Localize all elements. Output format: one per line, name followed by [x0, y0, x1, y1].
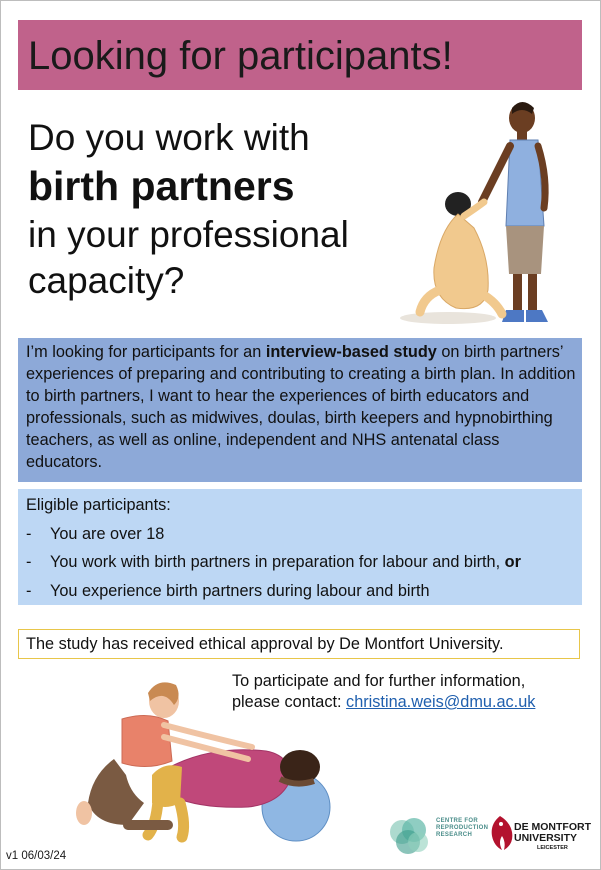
- eligibility-box: [18, 489, 582, 605]
- dmu-line-3: LEICESTER: [537, 845, 568, 851]
- ethics-approval-text: The study has received ethical approval by De Montfort University.: [26, 635, 504, 653]
- list-dash: -: [26, 582, 32, 600]
- eligibility-item-2: You work with birth partners in preparation for labour and birth,: [50, 553, 505, 571]
- birth-partners-illustration: [398, 98, 570, 330]
- eligibility-title: Eligible participants:: [26, 496, 171, 514]
- contact-prefix: please contact:: [232, 693, 347, 711]
- contact-line-1: To participate and for further information,: [232, 672, 526, 690]
- version-label: v1 06/03/24: [6, 850, 67, 862]
- eligibility-item-1: You are over 18: [50, 525, 165, 543]
- eligibility-item-2-or: or: [504, 553, 521, 571]
- headline-line-1: Do you work with: [28, 117, 310, 158]
- eligibility-item: [26, 581, 430, 601]
- list-dash: -: [26, 525, 32, 543]
- headline-line-2: birth partners: [28, 163, 295, 209]
- banner-title: Looking for participants!: [28, 34, 453, 78]
- birth-support-illustration: [52, 675, 352, 845]
- crr-logo-text: [436, 818, 488, 839]
- title-banner: [18, 20, 582, 90]
- headline: [28, 116, 349, 304]
- study-type-highlight: interview-based study: [265, 343, 437, 361]
- list-dash: -: [26, 553, 32, 571]
- crr-line-1: CENTRE FOR: [436, 818, 478, 824]
- study-description: [26, 341, 578, 473]
- study-description-text-1: I’m looking for participants for an: [26, 343, 266, 361]
- dmu-line-1: DE MONTFORT: [514, 821, 591, 833]
- study-description-box: [18, 338, 582, 482]
- eligibility-item: [26, 524, 164, 544]
- crr-line-2: REPRODUCTION: [436, 825, 489, 831]
- crr-line-3: RESEARCH: [436, 832, 473, 838]
- ethics-approval-box: [18, 629, 580, 659]
- dmu-line-2: UNIVERSITY: [514, 832, 578, 844]
- study-description-text-2: on birth partners’ experiences of preparing and contributing to creating a birth plan. In addition to birth partners, I want to hear the experiences of birth educators and professionals, such as midwives, doulas, birth keepers and hypnobirthing teachers, as well as online, independent and NHS antenatal class educators.: [26, 343, 576, 471]
- headline-line-3: in your professional: [28, 214, 349, 255]
- headline-line-4: capacity?: [28, 260, 185, 301]
- eligibility-item-3: You experience birth partners during labour and birth: [50, 582, 430, 600]
- eligibility-item: [26, 552, 521, 572]
- contact-email-link[interactable]: christina.weis@dmu.ac.uk: [346, 693, 536, 711]
